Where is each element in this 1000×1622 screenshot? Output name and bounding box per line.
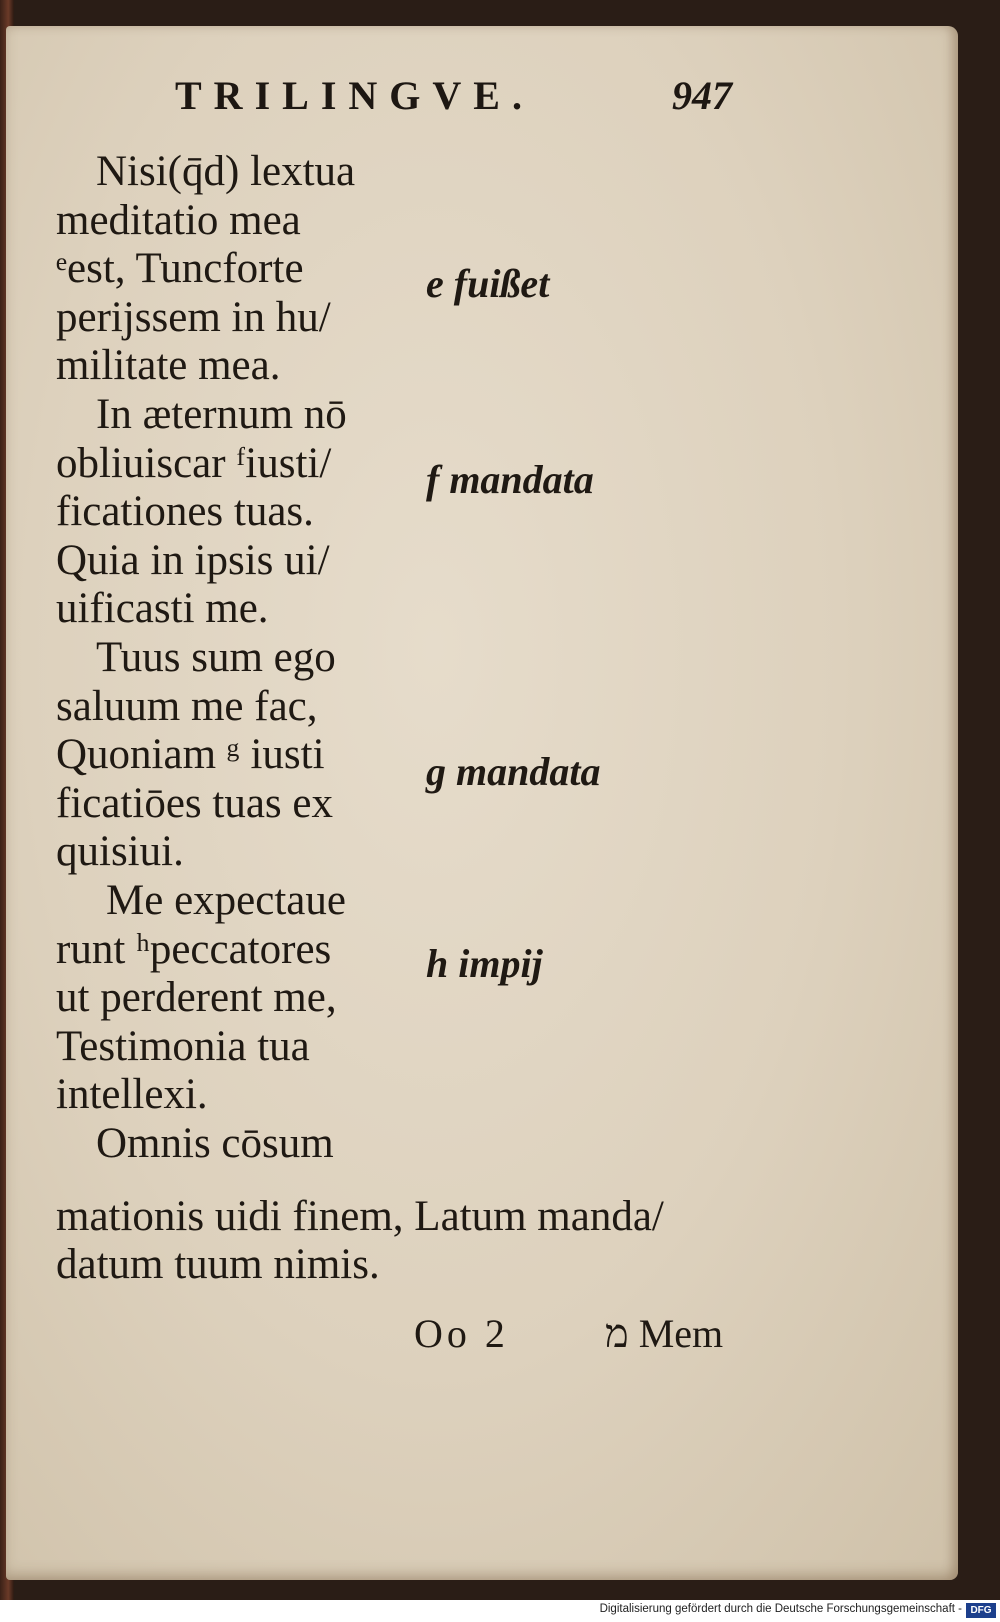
text-line-wide: mationis uidi finem, Latum manda/ bbox=[56, 1193, 664, 1240]
text-line: Tuus sum ego bbox=[96, 633, 336, 681]
running-head: TRILINGVE. bbox=[175, 73, 534, 118]
text-line: In æternum nō bbox=[96, 390, 347, 438]
text-line: Quoniam ᵍ iusti bbox=[56, 731, 325, 779]
text-line-wide: datum tuum nimis. bbox=[56, 1241, 380, 1288]
text-line: Quia in ipsis ui/ bbox=[56, 536, 330, 584]
text-line: quisiui. bbox=[56, 828, 184, 876]
text-line: Omnis cōsum bbox=[96, 1119, 334, 1167]
text-line: obliuiscar ᶠiusti/ bbox=[56, 439, 332, 487]
marginal-gloss: g mandata bbox=[426, 749, 601, 794]
marginal-gloss: f mandata bbox=[426, 457, 594, 502]
text-line: ᵉest, Tuncforte bbox=[56, 245, 304, 293]
text-line: Me expectaue bbox=[106, 876, 346, 924]
text-line: ficationes tuas. bbox=[56, 488, 314, 536]
dfg-logo: DFG bbox=[966, 1603, 996, 1618]
text-line: ficatiōes tuas ex bbox=[56, 779, 334, 827]
text-line: intellexi. bbox=[56, 1071, 208, 1119]
catchword: מ Mem bbox=[605, 1311, 724, 1356]
text-line: runt ʰpeccatores bbox=[56, 925, 332, 973]
marginal-gloss: e fuißet bbox=[426, 261, 550, 306]
main-text-column bbox=[56, 148, 386, 1168]
marginal-gloss: h impij bbox=[426, 941, 543, 986]
footer-credit: Digitalisierung gefördert durch die Deutsche Forschungsgemeinschaft - bbox=[599, 1603, 962, 1615]
text-line: uificasti me. bbox=[56, 585, 269, 633]
text-line: saluum me fac, bbox=[56, 682, 318, 730]
footer-bar bbox=[0, 1600, 1000, 1622]
signature-mark: Oo 2 bbox=[414, 1311, 509, 1356]
text-line: ut perderent me, bbox=[56, 974, 337, 1022]
text-line: perijssem in hu/ bbox=[56, 293, 331, 341]
text-line: meditatio mea bbox=[56, 196, 301, 244]
text-line: Nisi(q̄d) lextua bbox=[96, 148, 356, 195]
text-line: Testimonia tua bbox=[56, 1022, 310, 1070]
page-number: 947 bbox=[672, 73, 732, 118]
text-line: militate mea. bbox=[56, 342, 281, 390]
